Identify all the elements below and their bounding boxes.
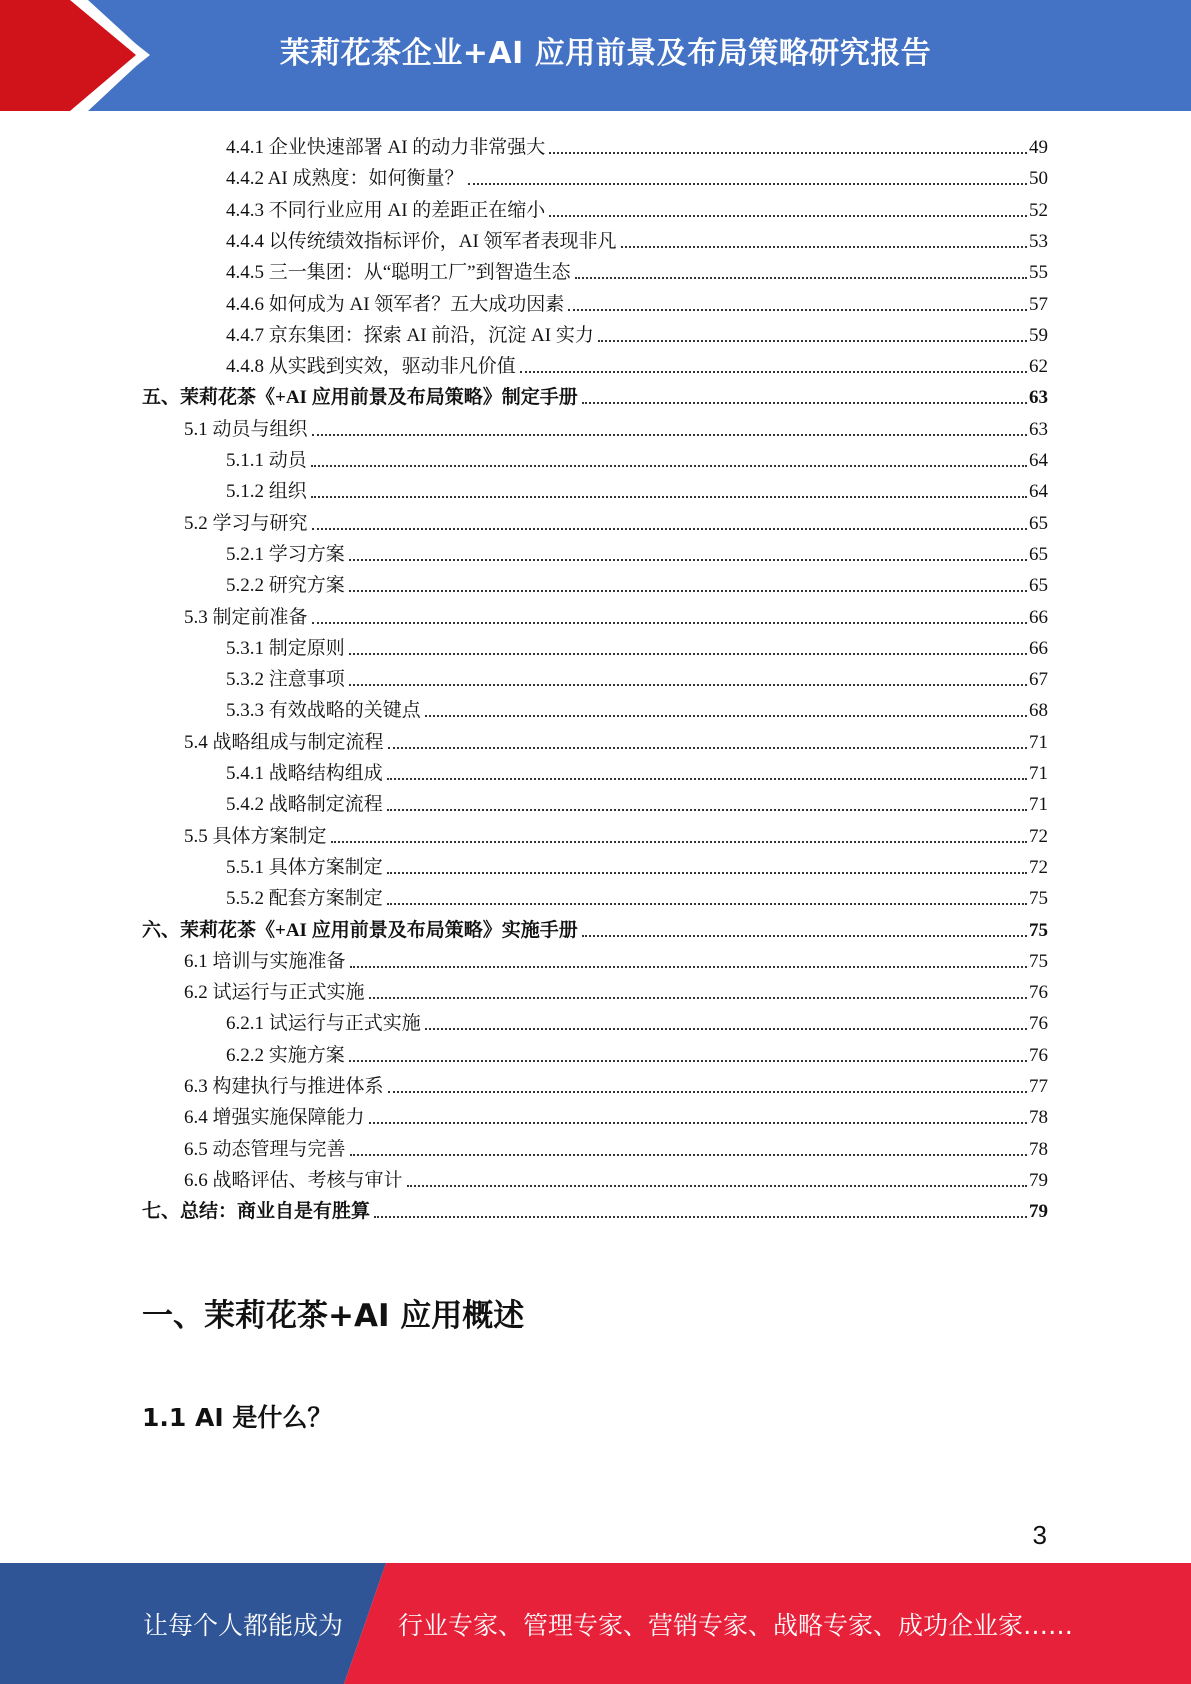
- toc-dot-leader: [312, 528, 1027, 530]
- toc-entry-label: 5.1.2 组织: [226, 481, 307, 503]
- toc-entry[interactable]: [226, 785, 1048, 816]
- toc-entry-label: 5.1.1 动员: [226, 450, 307, 471]
- toc-entry-label: 4.4.1 企业快速部署 AI 的动力非常强大: [226, 137, 546, 158]
- toc-entry-page: 59: [1029, 324, 1048, 346]
- toc-entry[interactable]: [226, 253, 1048, 284]
- toc-entry[interactable]: [226, 691, 1048, 722]
- toc-entry[interactable]: [226, 879, 1048, 910]
- toc-dot-leader: [387, 872, 1027, 874]
- toc-entry-label: 6.2.1 试运行与正式实施: [226, 1013, 421, 1035]
- toc-entry-page: 77: [1029, 1076, 1048, 1097]
- toc-entry[interactable]: [184, 1161, 1048, 1192]
- toc-entry[interactable]: [226, 222, 1048, 253]
- toc-dot-leader: [388, 1091, 1027, 1093]
- toc-entry[interactable]: [226, 660, 1048, 691]
- toc-entry-page: 76: [1029, 1044, 1048, 1066]
- toc-entry-page: 55: [1029, 262, 1048, 284]
- section-heading: 一、茉莉花茶+AI 应用概述: [142, 1298, 525, 1334]
- toc-entry[interactable]: [226, 1004, 1048, 1035]
- toc-dot-leader: [582, 402, 1027, 404]
- toc-dot-leader: [349, 1060, 1027, 1062]
- toc-entry-label: 4.4.2 AI 成熟度：如何衡量？: [226, 168, 464, 190]
- toc-entry-page: 67: [1029, 669, 1048, 691]
- toc-entry[interactable]: [226, 191, 1048, 222]
- toc-entry[interactable]: [226, 848, 1048, 879]
- toc-entry-page: 57: [1029, 293, 1048, 315]
- toc-entry-label: 5.1 动员与组织: [184, 418, 308, 440]
- toc-entry-page: 50: [1029, 168, 1048, 190]
- toc-entry-label: 5.3.3 有效战略的关键点: [226, 700, 421, 722]
- toc-entry-label: 5.4.1 战略结构组成: [226, 763, 383, 784]
- toc-entry-label: 六、茉莉花茶《+AI 应用前景及布局策略》实施手册: [142, 919, 578, 941]
- subsection-heading: 1.1 AI 是什么？: [142, 1403, 333, 1432]
- toc-entry-page: 68: [1029, 700, 1048, 722]
- toc-dot-leader: [331, 841, 1027, 843]
- toc-entry[interactable]: [142, 1192, 1048, 1223]
- footer-slogan-left: 让每个人都能成为: [143, 1610, 344, 1640]
- toc-entry[interactable]: [226, 754, 1048, 785]
- toc-dot-leader: [374, 1216, 1027, 1218]
- toc-dot-leader: [520, 371, 1027, 373]
- toc-entry-page: 71: [1029, 731, 1048, 753]
- toc-entry-page: 49: [1029, 137, 1048, 158]
- toc-entry[interactable]: [142, 911, 1048, 942]
- toc-entry-label: 6.5 动态管理与完善: [184, 1138, 346, 1160]
- toc-entry-page: 65: [1029, 575, 1048, 597]
- toc-entry-page: 75: [1029, 888, 1048, 910]
- toc-dot-leader: [575, 277, 1027, 279]
- toc-entry-label: 4.4.6 如何成为 AI 领军者？五大成功因素: [226, 293, 565, 315]
- toc-entry-label: 5.5.2 配套方案制定: [226, 888, 383, 910]
- toc-entry-page: 65: [1029, 543, 1048, 565]
- report-title: 茉莉花茶企业+AI 应用前景及布局策略研究报告: [279, 36, 932, 71]
- toc-entry[interactable]: [184, 504, 1048, 535]
- toc-entry-page: 76: [1029, 1013, 1048, 1035]
- toc-entry-label: 4.4.4 以传统绩效指标评价，AI 领军者表现非凡: [226, 230, 617, 252]
- toc-entry[interactable]: [142, 378, 1048, 409]
- toc-dot-leader: [621, 246, 1027, 248]
- toc-entry-label: 5.3.1 制定原则: [226, 637, 345, 659]
- page-footer: [0, 1563, 1191, 1684]
- toc-entry-label: 6.3 构建执行与推进体系: [184, 1076, 384, 1097]
- toc-entry-label: 5.3 制定前准备: [184, 606, 308, 628]
- toc-entry-page: 71: [1029, 763, 1048, 784]
- toc-dot-leader: [350, 966, 1027, 968]
- toc-entry-page: 71: [1029, 794, 1048, 816]
- toc-entry[interactable]: [184, 1098, 1048, 1129]
- toc-entry-label: 5.5 具体方案制定: [184, 825, 327, 847]
- toc-entry-page: 66: [1029, 637, 1048, 659]
- toc-dot-leader: [425, 715, 1027, 717]
- toc-entry[interactable]: [226, 128, 1048, 159]
- toc-dot-leader: [369, 1122, 1027, 1124]
- toc-dot-leader: [311, 465, 1027, 467]
- toc-entry[interactable]: [226, 441, 1048, 472]
- toc-dot-leader: [388, 747, 1027, 749]
- toc-dot-leader: [312, 622, 1027, 624]
- toc-entry[interactable]: [184, 942, 1048, 973]
- toc-entry-label: 4.4.3 不同行业应用 AI 的差距正在缩小: [226, 199, 546, 221]
- toc-dot-leader: [350, 1154, 1027, 1156]
- toc-entry-page: 75: [1029, 950, 1048, 972]
- toc-entry-label: 5.2.2 研究方案: [226, 575, 345, 597]
- toc-dot-leader: [312, 434, 1027, 436]
- toc-entry-page: 64: [1029, 450, 1048, 471]
- toc-entry[interactable]: [184, 1067, 1048, 1098]
- page-header: [0, 0, 1191, 111]
- toc-entry-page: 76: [1029, 982, 1048, 1004]
- toc-dot-leader: [598, 340, 1027, 342]
- toc-entry[interactable]: [184, 598, 1048, 629]
- toc-entry-label: 4.4.8 从实践到实效，驱动非凡价值: [226, 356, 516, 378]
- toc-dot-leader: [425, 1028, 1027, 1030]
- page-number: 3: [1032, 1520, 1047, 1550]
- toc-dot-leader: [387, 903, 1027, 905]
- toc-entry-page: 64: [1029, 481, 1048, 503]
- toc-entry-label: 5.5.1 具体方案制定: [226, 856, 383, 878]
- toc-entry-label: 五、茉莉花茶《+AI 应用前景及布局策略》制定手册: [142, 387, 578, 409]
- toc-entry-label: 6.2.2 实施方案: [226, 1044, 345, 1066]
- toc-entry-page: 66: [1029, 606, 1048, 628]
- toc-dot-leader: [568, 309, 1027, 311]
- toc-entry-label: 5.4 战略组成与制定流程: [184, 731, 384, 753]
- toc-dot-leader: [349, 653, 1027, 655]
- toc-entry-page: 79: [1029, 1169, 1048, 1191]
- toc-dot-leader: [387, 778, 1027, 780]
- toc-dot-leader: [349, 559, 1027, 561]
- toc-entry[interactable]: [226, 629, 1048, 660]
- toc-entry-page: 79: [1029, 1201, 1048, 1223]
- toc-entry-page: 63: [1029, 387, 1048, 409]
- toc-entry[interactable]: [226, 535, 1048, 566]
- toc-dot-leader: [407, 1185, 1027, 1187]
- toc-entry[interactable]: [226, 159, 1048, 190]
- toc-entry-label: 5.2 学习与研究: [184, 512, 308, 534]
- toc-entry[interactable]: [226, 285, 1048, 316]
- toc-entry[interactable]: [226, 347, 1048, 378]
- toc-entry-page: 63: [1029, 418, 1048, 440]
- toc-entry[interactable]: [226, 566, 1048, 597]
- toc-entry-label: 6.1 培训与实施准备: [184, 950, 346, 972]
- toc-entry[interactable]: [184, 817, 1048, 848]
- toc-entry-page: 78: [1029, 1107, 1048, 1129]
- toc-dot-leader: [349, 684, 1027, 686]
- toc-entry[interactable]: [184, 1130, 1048, 1161]
- toc-entry-page: 52: [1029, 199, 1048, 221]
- toc-entry-label: 4.4.7 京东集团：探索 AI 前沿，沉淀 AI 实力: [226, 324, 594, 346]
- toc-entry-page: 72: [1029, 856, 1048, 878]
- toc-entry-label: 七、总结：商业自是有胜算: [142, 1201, 371, 1223]
- toc-entry[interactable]: [184, 973, 1048, 1004]
- toc-entry-label: 6.2 试运行与正式实施: [184, 982, 365, 1004]
- toc-dot-leader: [468, 183, 1027, 185]
- toc-dot-leader: [387, 809, 1027, 811]
- toc-entry-page: 65: [1029, 512, 1048, 534]
- toc-entry-page: 53: [1029, 230, 1048, 252]
- footer-slogan-right: 行业专家、管理专家、营销专家、战略专家、成功企业家……: [398, 1610, 1074, 1640]
- toc-dot-leader: [549, 152, 1027, 154]
- toc-dot-leader: [311, 496, 1027, 498]
- toc-entry-page: 75: [1029, 919, 1048, 941]
- toc-entry-label: 5.3.2 注意事项: [226, 669, 345, 691]
- toc-entry-label: 6.4 增强实施保障能力: [184, 1107, 365, 1129]
- toc-entry-page: 72: [1029, 825, 1048, 847]
- toc-dot-leader: [582, 935, 1027, 937]
- toc-entry[interactable]: [184, 410, 1048, 441]
- toc-entry[interactable]: [226, 1036, 1048, 1067]
- toc-entry[interactable]: [226, 472, 1048, 503]
- toc-entry-label: 5.4.2 战略制定流程: [226, 794, 383, 816]
- toc-entry-label: 6.6 战略评估、考核与审计: [184, 1169, 403, 1191]
- toc-entry[interactable]: [184, 723, 1048, 754]
- toc-dot-leader: [549, 215, 1027, 217]
- toc-entry-label: 5.2.1 学习方案: [226, 543, 345, 565]
- toc-entry-label: 4.4.5 三一集团：从“聪明工厂”到智造生态: [226, 262, 571, 284]
- toc-entry-page: 78: [1029, 1138, 1048, 1160]
- toc-entry[interactable]: [226, 316, 1048, 347]
- toc-dot-leader: [349, 590, 1027, 592]
- toc-entry-page: 62: [1029, 356, 1048, 378]
- toc-dot-leader: [369, 997, 1027, 999]
